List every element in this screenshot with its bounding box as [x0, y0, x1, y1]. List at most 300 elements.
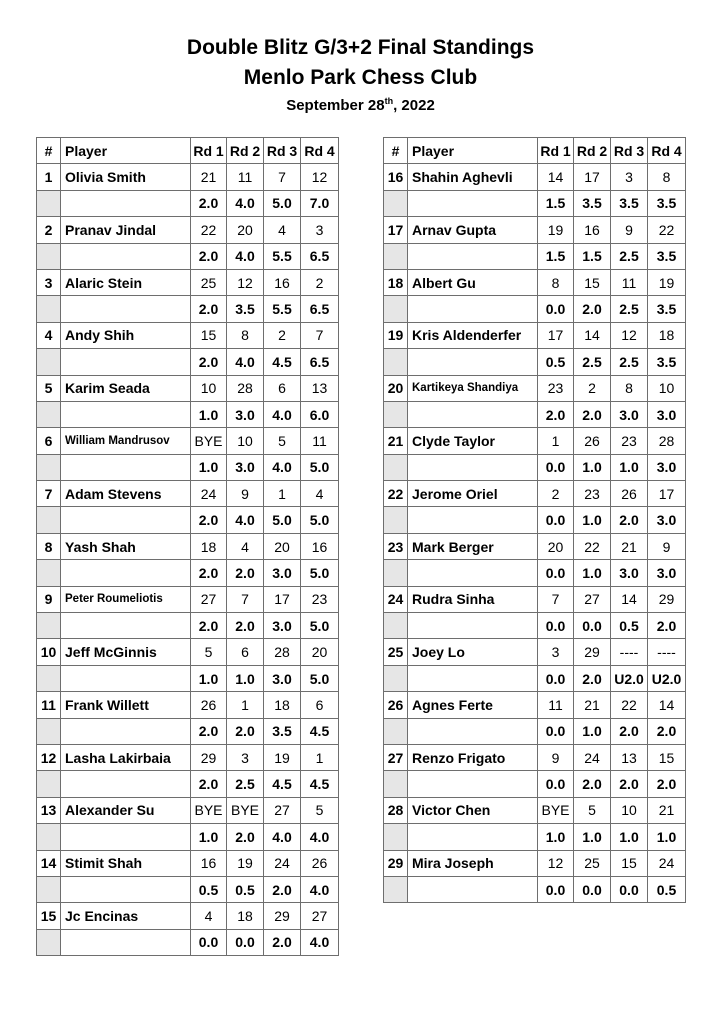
- player-name: Yash Shah: [61, 533, 191, 559]
- player-name: Joey Lo: [408, 639, 538, 665]
- opponent-rd2: 4: [227, 533, 264, 559]
- opponent-rd1: 23: [538, 375, 574, 401]
- opponent-rd2: 18: [227, 903, 264, 929]
- opponent-rd1: 19: [538, 217, 574, 243]
- opponent-rd4: 14: [648, 692, 686, 718]
- player-name: Jeff McGinnis: [61, 639, 191, 665]
- cumulative-score-rd1: 1.0: [191, 401, 227, 427]
- score-row: [384, 401, 686, 427]
- opponent-rd2: 16: [574, 217, 611, 243]
- opponent-rd3: 27: [264, 797, 301, 823]
- cumulative-score-rd1: 1.5: [538, 190, 574, 216]
- player-number: 15: [37, 903, 61, 929]
- cumulative-score-rd4: 3.0: [648, 507, 686, 533]
- score-row: [37, 876, 339, 902]
- cumulative-score-rd2: 2.0: [227, 560, 264, 586]
- opponent-rd2: BYE: [227, 797, 264, 823]
- opponent-rd2: 25: [574, 850, 611, 876]
- player-name: Victor Chen: [408, 797, 538, 823]
- blank-cell: [408, 349, 538, 375]
- player-row: [37, 217, 339, 243]
- opponent-rd1: 20: [538, 533, 574, 559]
- opponent-rd1: 25: [191, 269, 227, 295]
- cumulative-score-rd3: 1.0: [611, 454, 648, 480]
- blank-cell: [61, 665, 191, 691]
- cumulative-score-rd1: 2.0: [191, 190, 227, 216]
- column-header-rd4: Rd 4: [648, 138, 686, 164]
- opponent-rd4: 20: [301, 639, 339, 665]
- cumulative-score-rd3: 3.0: [611, 560, 648, 586]
- opponent-rd3: 4: [264, 217, 301, 243]
- cumulative-score-rd1: 0.0: [538, 296, 574, 322]
- shaded-cell: [384, 349, 408, 375]
- cumulative-score-rd1: 2.0: [191, 771, 227, 797]
- cumulative-score-rd1: 0.0: [538, 771, 574, 797]
- opponent-rd1: 7: [538, 586, 574, 612]
- opponent-rd4: 10: [648, 375, 686, 401]
- date-year: , 2022: [393, 97, 435, 114]
- opponent-rd1: 5: [191, 639, 227, 665]
- cumulative-score-rd1: 0.0: [538, 507, 574, 533]
- opponent-rd2: 15: [574, 269, 611, 295]
- blank-cell: [408, 665, 538, 691]
- blank-cell: [61, 876, 191, 902]
- score-row: [37, 560, 339, 586]
- score-row: [384, 507, 686, 533]
- cumulative-score-rd3: 3.0: [264, 613, 301, 639]
- player-name: Mira Joseph: [408, 850, 538, 876]
- cumulative-score-rd4: 2.0: [648, 771, 686, 797]
- player-name: Stimit Shah: [61, 850, 191, 876]
- blank-cell: [408, 296, 538, 322]
- cumulative-score-rd3: 5.0: [264, 507, 301, 533]
- opponent-rd2: 8: [227, 322, 264, 348]
- player-number: 9: [37, 586, 61, 612]
- opponent-rd3: ----: [611, 639, 648, 665]
- player-name: Rudra Sinha: [408, 586, 538, 612]
- cumulative-score-rd1: 0.0: [538, 718, 574, 744]
- player-name: Pranav Jindal: [61, 217, 191, 243]
- player-number: 21: [384, 428, 408, 454]
- blank-cell: [61, 613, 191, 639]
- player-row: [384, 217, 686, 243]
- opponent-rd1: 9: [538, 744, 574, 770]
- column-header-rd1: Rd 1: [191, 138, 227, 164]
- opponent-rd4: 17: [648, 481, 686, 507]
- cumulative-score-rd2: 3.0: [227, 454, 264, 480]
- player-row: [384, 797, 686, 823]
- score-row: [384, 243, 686, 269]
- date-suffix: th: [384, 96, 394, 106]
- cumulative-score-rd2: 2.0: [227, 824, 264, 850]
- blank-cell: [408, 718, 538, 744]
- score-row: [384, 349, 686, 375]
- cumulative-score-rd1: 2.0: [538, 401, 574, 427]
- opponent-rd1: 27: [191, 586, 227, 612]
- opponent-rd4: 7: [301, 322, 339, 348]
- player-row: [384, 269, 686, 295]
- score-row: [384, 718, 686, 744]
- blank-cell: [61, 454, 191, 480]
- cumulative-score-rd1: 0.0: [538, 560, 574, 586]
- cumulative-score-rd2: 2.0: [574, 665, 611, 691]
- opponent-rd3: 7: [264, 164, 301, 190]
- cumulative-score-rd3: 4.0: [264, 824, 301, 850]
- player-row: [37, 533, 339, 559]
- player-number: 14: [37, 850, 61, 876]
- cumulative-score-rd3: 2.0: [611, 507, 648, 533]
- opponent-rd4: 26: [301, 850, 339, 876]
- opponent-rd2: 7: [227, 586, 264, 612]
- cumulative-score-rd4: 4.5: [301, 718, 339, 744]
- opponent-rd1: 8: [538, 269, 574, 295]
- cumulative-score-rd4: 6.0: [301, 401, 339, 427]
- header-row: [384, 138, 686, 164]
- cumulative-score-rd4: 3.0: [648, 401, 686, 427]
- cumulative-score-rd1: 2.0: [191, 296, 227, 322]
- opponent-rd2: 26: [574, 428, 611, 454]
- score-row: [37, 190, 339, 216]
- cumulative-score-rd4: 5.0: [301, 665, 339, 691]
- cumulative-score-rd4: 5.0: [301, 613, 339, 639]
- player-name: Peter Roumeliotis: [61, 586, 191, 612]
- player-name: William Mandrusov: [61, 428, 191, 454]
- column-header-player: Player: [61, 138, 191, 164]
- blank-cell: [61, 296, 191, 322]
- player-number: 24: [384, 586, 408, 612]
- shaded-cell: [37, 613, 61, 639]
- player-name: Renzo Frigato: [408, 744, 538, 770]
- shaded-cell: [384, 243, 408, 269]
- player-name: Clyde Taylor: [408, 428, 538, 454]
- player-number: 19: [384, 322, 408, 348]
- cumulative-score-rd3: 2.0: [611, 718, 648, 744]
- blank-cell: [61, 560, 191, 586]
- cumulative-score-rd4: 4.0: [301, 824, 339, 850]
- player-row: [37, 692, 339, 718]
- opponent-rd4: 19: [648, 269, 686, 295]
- shaded-cell: [384, 507, 408, 533]
- cumulative-score-rd1: 1.0: [191, 665, 227, 691]
- opponent-rd1: 11: [538, 692, 574, 718]
- cumulative-score-rd2: 1.5: [574, 243, 611, 269]
- opponent-rd2: 17: [574, 164, 611, 190]
- opponent-rd4: 24: [648, 850, 686, 876]
- opponent-rd3: 26: [611, 481, 648, 507]
- opponent-rd3: 28: [264, 639, 301, 665]
- cumulative-score-rd1: 2.0: [191, 349, 227, 375]
- player-row: [37, 269, 339, 295]
- blank-cell: [61, 929, 191, 955]
- cumulative-score-rd3: 3.5: [611, 190, 648, 216]
- opponent-rd2: 23: [574, 481, 611, 507]
- opponent-rd3: 20: [264, 533, 301, 559]
- score-row: [384, 296, 686, 322]
- score-row: [37, 454, 339, 480]
- opponent-rd3: 8: [611, 375, 648, 401]
- score-row: [37, 718, 339, 744]
- opponent-rd1: 29: [191, 744, 227, 770]
- opponent-rd3: 19: [264, 744, 301, 770]
- score-row: [384, 771, 686, 797]
- opponent-rd4: 18: [648, 322, 686, 348]
- player-name: Albert Gu: [408, 269, 538, 295]
- score-row: [37, 507, 339, 533]
- cumulative-score-rd2: 3.5: [227, 296, 264, 322]
- opponent-rd3: 21: [611, 533, 648, 559]
- cumulative-score-rd2: 0.0: [574, 876, 611, 902]
- score-row: [384, 824, 686, 850]
- player-row: [384, 744, 686, 770]
- shaded-cell: [384, 665, 408, 691]
- cumulative-score-rd4: 6.5: [301, 349, 339, 375]
- cumulative-score-rd1: 0.0: [538, 613, 574, 639]
- player-number: 11: [37, 692, 61, 718]
- score-row: [37, 665, 339, 691]
- player-row: [384, 375, 686, 401]
- opponent-rd1: 15: [191, 322, 227, 348]
- player-number: 1: [37, 164, 61, 190]
- opponent-rd3: 13: [611, 744, 648, 770]
- cumulative-score-rd1: 0.5: [538, 349, 574, 375]
- opponent-rd2: 24: [574, 744, 611, 770]
- player-row: [37, 322, 339, 348]
- cumulative-score-rd3: 5.5: [264, 243, 301, 269]
- opponent-rd4: 21: [648, 797, 686, 823]
- cumulative-score-rd1: 0.0: [538, 665, 574, 691]
- player-row: [37, 797, 339, 823]
- cumulative-score-rd3: 4.5: [264, 771, 301, 797]
- blank-cell: [408, 876, 538, 902]
- cumulative-score-rd2: 3.0: [227, 401, 264, 427]
- player-name: Shahin Aghevli: [408, 164, 538, 190]
- opponent-rd4: 1: [301, 744, 339, 770]
- cumulative-score-rd2: 0.5: [227, 876, 264, 902]
- blank-cell: [61, 771, 191, 797]
- column-header-rd1: Rd 1: [538, 138, 574, 164]
- opponent-rd1: 16: [191, 850, 227, 876]
- cumulative-score-rd2: 4.0: [227, 190, 264, 216]
- cumulative-score-rd3: 2.5: [611, 296, 648, 322]
- opponent-rd3: 14: [611, 586, 648, 612]
- blank-cell: [408, 771, 538, 797]
- cumulative-score-rd2: 2.5: [227, 771, 264, 797]
- opponent-rd3: 29: [264, 903, 301, 929]
- score-row: [37, 243, 339, 269]
- cumulative-score-rd3: 3.5: [264, 718, 301, 744]
- shaded-cell: [37, 349, 61, 375]
- opponent-rd4: 12: [301, 164, 339, 190]
- shaded-cell: [384, 824, 408, 850]
- cumulative-score-rd1: 0.5: [191, 876, 227, 902]
- cumulative-score-rd2: 4.0: [227, 349, 264, 375]
- cumulative-score-rd4: 3.5: [648, 190, 686, 216]
- opponent-rd3: 9: [611, 217, 648, 243]
- opponent-rd1: 14: [538, 164, 574, 190]
- cumulative-score-rd2: 2.0: [574, 296, 611, 322]
- cumulative-score-rd4: 3.5: [648, 243, 686, 269]
- shaded-cell: [37, 507, 61, 533]
- blank-cell: [408, 824, 538, 850]
- opponent-rd1: 24: [191, 481, 227, 507]
- cumulative-score-rd1: 1.0: [191, 824, 227, 850]
- standings-table-left: [36, 137, 339, 956]
- cumulative-score-rd1: 0.0: [191, 929, 227, 955]
- player-number: 12: [37, 744, 61, 770]
- score-row: [37, 771, 339, 797]
- cumulative-score-rd1: 2.0: [191, 718, 227, 744]
- player-row: [384, 586, 686, 612]
- score-row: [37, 929, 339, 955]
- player-number: 17: [384, 217, 408, 243]
- opponent-rd2: 28: [227, 375, 264, 401]
- player-number: 28: [384, 797, 408, 823]
- cumulative-score-rd4: 5.0: [301, 454, 339, 480]
- date-month-day: September 28: [286, 97, 385, 114]
- blank-cell: [61, 401, 191, 427]
- cumulative-score-rd2: 0.0: [574, 613, 611, 639]
- shaded-cell: [384, 296, 408, 322]
- score-row: [384, 665, 686, 691]
- opponent-rd4: 27: [301, 903, 339, 929]
- blank-cell: [61, 718, 191, 744]
- cumulative-score-rd4: 0.5: [648, 876, 686, 902]
- cumulative-score-rd4: 7.0: [301, 190, 339, 216]
- player-row: [37, 375, 339, 401]
- cumulative-score-rd3: 5.5: [264, 296, 301, 322]
- cumulative-score-rd1: 2.0: [191, 560, 227, 586]
- shaded-cell: [384, 876, 408, 902]
- shaded-cell: [37, 824, 61, 850]
- cumulative-score-rd4: 6.5: [301, 296, 339, 322]
- cumulative-score-rd4: 4.0: [301, 929, 339, 955]
- cumulative-score-rd2: 2.0: [227, 718, 264, 744]
- opponent-rd3: 6: [264, 375, 301, 401]
- cumulative-score-rd2: 1.0: [574, 718, 611, 744]
- shaded-cell: [37, 665, 61, 691]
- player-name: Jerome Oriel: [408, 481, 538, 507]
- cumulative-score-rd3: 4.0: [264, 401, 301, 427]
- shaded-cell: [384, 560, 408, 586]
- blank-cell: [408, 613, 538, 639]
- column-header-rd3: Rd 3: [611, 138, 648, 164]
- blank-cell: [61, 824, 191, 850]
- opponent-rd2: 3: [227, 744, 264, 770]
- player-name: Adam Stevens: [61, 481, 191, 507]
- shaded-cell: [37, 190, 61, 216]
- cumulative-score-rd2: 2.0: [574, 771, 611, 797]
- opponent-rd4: 3: [301, 217, 339, 243]
- shaded-cell: [37, 401, 61, 427]
- opponent-rd1: 3: [538, 639, 574, 665]
- player-number: 8: [37, 533, 61, 559]
- cumulative-score-rd4: 2.0: [648, 613, 686, 639]
- opponent-rd2: 27: [574, 586, 611, 612]
- player-name: Karim Seada: [61, 375, 191, 401]
- player-name: Andy Shih: [61, 322, 191, 348]
- player-row: [37, 744, 339, 770]
- player-row: [384, 428, 686, 454]
- shaded-cell: [37, 876, 61, 902]
- cumulative-score-rd4: 5.0: [301, 507, 339, 533]
- blank-cell: [61, 507, 191, 533]
- player-number: 6: [37, 428, 61, 454]
- opponent-rd4: 4: [301, 481, 339, 507]
- player-name: Kartikeya Shandiya: [408, 375, 538, 401]
- player-number: 4: [37, 322, 61, 348]
- opponent-rd3: 2: [264, 322, 301, 348]
- shaded-cell: [384, 401, 408, 427]
- blank-cell: [408, 507, 538, 533]
- standings-table-right: [383, 137, 686, 903]
- column-header-player: Player: [408, 138, 538, 164]
- cumulative-score-rd3: 0.0: [611, 876, 648, 902]
- player-number: 27: [384, 744, 408, 770]
- player-number: 13: [37, 797, 61, 823]
- player-row: [37, 850, 339, 876]
- player-name: Mark Berger: [408, 533, 538, 559]
- opponent-rd3: 24: [264, 850, 301, 876]
- cumulative-score-rd4: 2.0: [648, 718, 686, 744]
- player-number: 5: [37, 375, 61, 401]
- opponent-rd4: 11: [301, 428, 339, 454]
- opponent-rd1: 2: [538, 481, 574, 507]
- score-row: [384, 190, 686, 216]
- opponent-rd2: 6: [227, 639, 264, 665]
- cumulative-score-rd3: 2.5: [611, 243, 648, 269]
- player-name: Agnes Ferte: [408, 692, 538, 718]
- player-name: Kris Aldenderfer: [408, 322, 538, 348]
- player-number: 18: [384, 269, 408, 295]
- cumulative-score-rd4: U2.0: [648, 665, 686, 691]
- blank-cell: [408, 401, 538, 427]
- opponent-rd3: 18: [264, 692, 301, 718]
- player-number: 20: [384, 375, 408, 401]
- opponent-rd2: 12: [227, 269, 264, 295]
- opponent-rd2: 22: [574, 533, 611, 559]
- blank-cell: [61, 190, 191, 216]
- opponent-rd2: 10: [227, 428, 264, 454]
- player-number: 7: [37, 481, 61, 507]
- player-number: 29: [384, 850, 408, 876]
- opponent-rd3: 16: [264, 269, 301, 295]
- player-name: Lasha Lakirbaia: [61, 744, 191, 770]
- opponent-rd2: 21: [574, 692, 611, 718]
- cumulative-score-rd1: 0.0: [538, 876, 574, 902]
- opponent-rd3: 3: [611, 164, 648, 190]
- score-row: [37, 401, 339, 427]
- opponent-rd1: 10: [191, 375, 227, 401]
- opponent-rd2: 5: [574, 797, 611, 823]
- cumulative-score-rd3: 4.5: [264, 349, 301, 375]
- shaded-cell: [384, 613, 408, 639]
- cumulative-score-rd4: 1.0: [648, 824, 686, 850]
- cumulative-score-rd2: 1.0: [574, 507, 611, 533]
- blank-cell: [408, 243, 538, 269]
- cumulative-score-rd3: 1.0: [611, 824, 648, 850]
- cumulative-score-rd4: 3.0: [648, 560, 686, 586]
- player-number: 22: [384, 481, 408, 507]
- cumulative-score-rd4: 5.0: [301, 560, 339, 586]
- player-row: [37, 586, 339, 612]
- header-row: [37, 138, 339, 164]
- score-row: [384, 454, 686, 480]
- cumulative-score-rd3: 3.0: [264, 560, 301, 586]
- opponent-rd3: 15: [611, 850, 648, 876]
- cumulative-score-rd2: 2.0: [227, 613, 264, 639]
- player-row: [384, 481, 686, 507]
- player-name: Jc Encinas: [61, 903, 191, 929]
